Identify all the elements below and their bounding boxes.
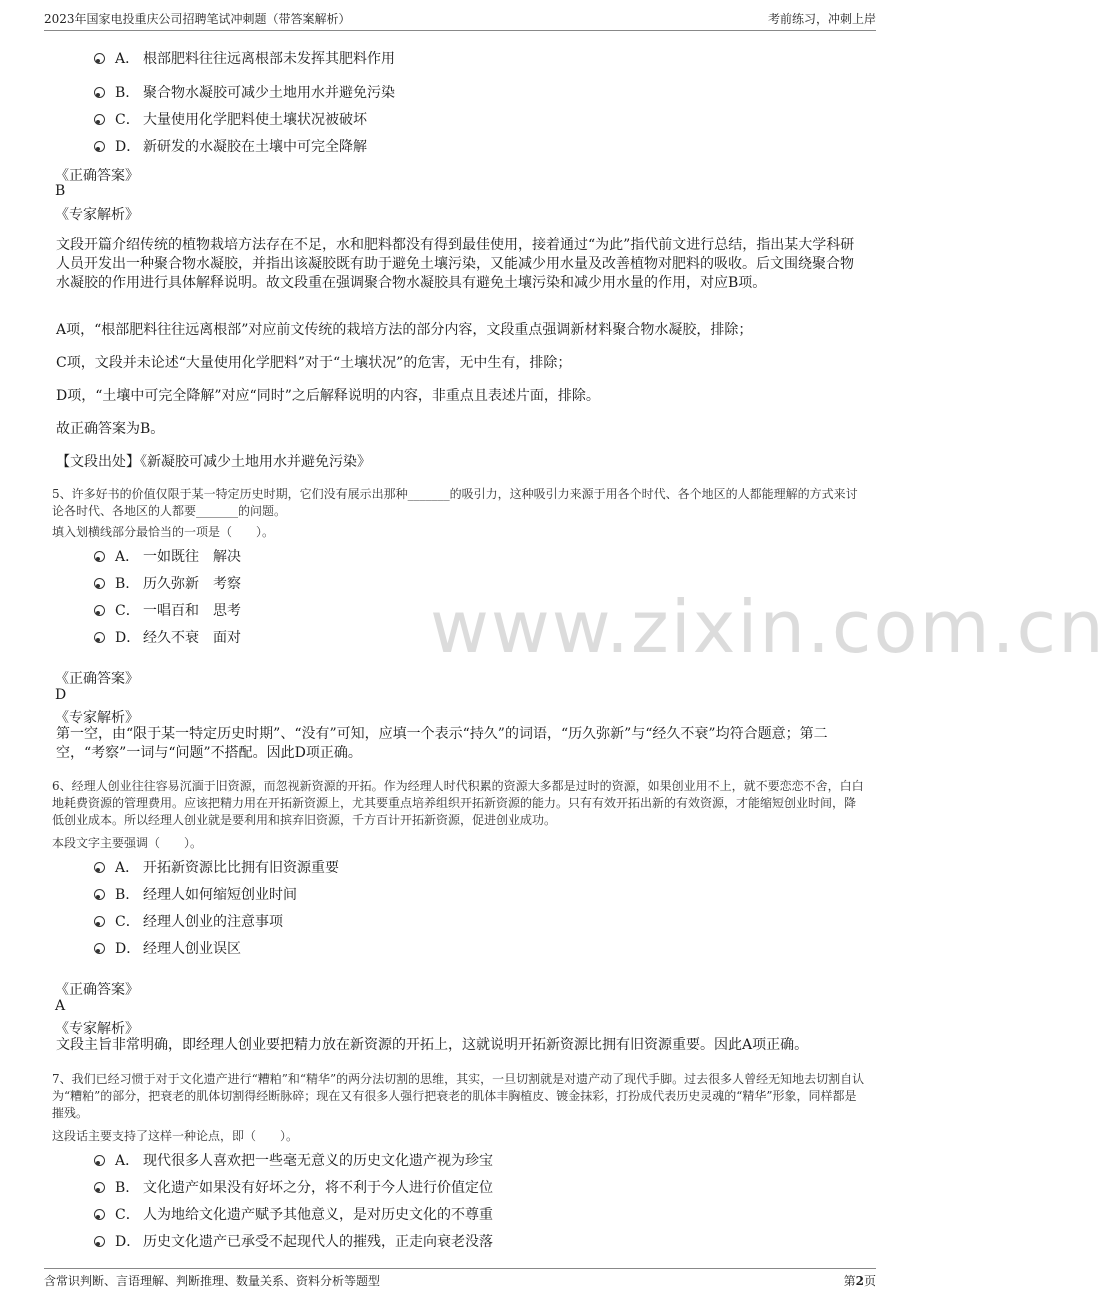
question-stem: 5、许多好书的价值仅限于某一特定历史时期，它们没有展示出那种_______的吸引力，这种吸引力来源于用各个时代、各个地区的人都能理解的方式来讨论各时代、各地区的人都要_______的问题。 xyxy=(52,487,858,518)
radio-icon xyxy=(94,916,105,927)
radio-icon xyxy=(94,605,105,616)
analysis-paragraph: 故正确答案为B。 xyxy=(56,421,165,437)
analysis-paragraph: A项，“根部肥料往往远离根部”对应前文传统的栽培方法的部分内容，文段重点强调新材料聚合物水凝胶，排除； xyxy=(56,322,753,338)
option-c[interactable]: C． 经理人创业的注意事项 xyxy=(94,911,283,931)
analysis-label: 《专家解析》 xyxy=(55,207,139,223)
radio-icon xyxy=(94,1155,105,1166)
option-a[interactable]: A． 现代很多人喜欢把一些毫无意义的历史文化遗产视为珍宝 xyxy=(94,1150,493,1170)
option-b[interactable]: B. 聚合物水凝胶可减少土地用水并避免污染 xyxy=(94,82,395,102)
footer-subjects: 含常识判断、言语理解、判断推理、数量关系、资料分析等题型 xyxy=(44,1274,381,1288)
watermark: www.zixin.com.cn xyxy=(430,585,1106,669)
radio-icon xyxy=(94,632,105,643)
radio-icon xyxy=(94,1236,105,1247)
question-prompt: 填入划横线部分最恰当的一项是（ ）。 xyxy=(52,525,275,539)
option-d[interactable]: D． 历史文化遗产已承受不起现代人的摧残，正走向衰老没落 xyxy=(94,1231,493,1251)
option-d[interactable]: D． 经久不衰 面对 xyxy=(94,627,241,647)
option-a[interactable]: A． 一如既往 解决 xyxy=(94,546,241,566)
option-b[interactable]: B. 文化遗产如果没有好坏之分，将不利于今人进行价值定位 xyxy=(94,1177,493,1197)
radio-icon xyxy=(94,87,105,98)
header-slogan: 考前练习，冲刺上岸 xyxy=(767,12,876,26)
analysis-label: 《专家解析》 xyxy=(55,710,139,726)
source-note: 【文段出处】《新凝胶可减少土地用水并避免污染》 xyxy=(56,454,371,470)
answer-value: A xyxy=(55,998,66,1014)
answer-label: 《正确答案》 xyxy=(55,982,139,998)
question-stem: 7、我们已经习惯于对于文化遗产进行“糟粕”和“精华”的两分法切割的思维，其实，一旦切割就是对遗产动了现代手脚。过去很多人曾经无知地去切割自认为“糟粕”的部分，把衰老的肌体切割得经断脉碎；现在又有很多人强行把衰老的肌体丰胸植皮、镀金抹彩，打扮成代表历史灵魂的“精华”形象，同样都是摧残。 xyxy=(52,1072,865,1120)
radio-icon xyxy=(94,141,105,152)
question-prompt: 本段文字主要强调（ ）。 xyxy=(52,836,203,850)
option-b[interactable]: B. 历久弥新 考察 xyxy=(94,573,241,593)
radio-icon xyxy=(94,1209,105,1220)
option-a[interactable]: A． 开拓新资源比比拥有旧资源重要 xyxy=(94,857,339,877)
analysis-paragraph: D项，“土壤中可完全降解”对应“同时”之后解释说明的内容，非重点且表述片面，排除。 xyxy=(56,388,600,404)
option-c[interactable]: C． 一唱百和 思考 xyxy=(94,600,241,620)
answer-label: 《正确答案》 xyxy=(55,168,139,184)
answer-value: D xyxy=(55,687,67,703)
header-rule xyxy=(44,30,876,31)
option-d[interactable]: D． 新研发的水凝胶在土壤中可完全降解 xyxy=(94,136,367,156)
option-c[interactable]: C． 人为地给文化遗产赋予其他意义，是对历史文化的不尊重 xyxy=(94,1204,493,1224)
analysis-paragraph: 文段主旨非常明确，即经理人创业要把精力放在新资源的开拓上，这就说明开拓新资源比拥有旧资源重要。因此A项正确。 xyxy=(56,1037,809,1053)
page-number: 第2页 xyxy=(843,1274,876,1288)
answer-label: 《正确答案》 xyxy=(55,671,139,687)
option-b[interactable]: B. 经理人如何缩短创业时间 xyxy=(94,884,297,904)
option-a[interactable]: A． 根部肥料往往远离根部未发挥其肥料作用 xyxy=(94,48,395,68)
question-prompt: 这段话主要支持了这样一种论点，即（ ）。 xyxy=(52,1129,299,1143)
radio-icon xyxy=(94,889,105,900)
footer-rule xyxy=(44,1268,876,1269)
radio-icon xyxy=(94,551,105,562)
radio-icon xyxy=(94,578,105,589)
radio-icon xyxy=(94,943,105,954)
analysis-paragraph: 第一空，由“限于某一特定历史时期”、“没有”可知，应填一个表示“持久”的词语，“历久弥新”与“经久不衰”均符合题意；第二空，“考察”一词与“问题”不搭配。因此D项正确。 xyxy=(56,726,828,761)
answer-value: B xyxy=(55,183,66,199)
analysis-paragraph: C项，文段并未论述“大量使用化学肥料”对于“土壤状况”的危害，无中生有，排除； xyxy=(56,355,572,371)
analysis-label: 《专家解析》 xyxy=(55,1021,139,1037)
analysis-paragraph: 文段开篇介绍传统的植物栽培方法存在不足，水和肥料都没有得到最佳使用，接着通过“为此”指代前文进行总结，指出某大学科研人员开发出一种聚合物水凝胶，并指出该凝胶既有助于避免土壤污染，又能减少用水量及改善植物对肥料的吸收。后文围绕聚合物水凝胶的作用进行具体解释说明。故文段重在强调聚合物水凝胶具有避免土壤污染和减少用水量的作用，对应B项。 xyxy=(56,237,855,291)
radio-icon xyxy=(94,1182,105,1193)
option-c[interactable]: C． 大量使用化学肥料使土壤状况被破坏 xyxy=(94,109,367,129)
radio-icon xyxy=(94,114,105,125)
question-stem: 6、经理人创业往往容易沉湎于旧资源，而忽视新资源的开拓。作为经理人时代积累的资源大多都是过时的资源，如果创业用不上，就不要恋恋不舍，白白地耗费资源的管理费用。应该把精力用在开拓新资源上，尤其要重点培养组织开拓新资源的能力。只有有效开拓出新的有效资源，才能缩短创业时间，降低创业成本。所以经理人创业就是要利用和摈弃旧资源，千方百计开拓新资源，促进创业成功。 xyxy=(52,779,864,827)
radio-icon xyxy=(94,53,105,64)
document-title: 2023年国家电投重庆公司招聘笔试冲刺题（带答案解析） xyxy=(44,12,351,26)
option-d[interactable]: D． 经理人创业误区 xyxy=(94,938,241,958)
radio-icon xyxy=(94,862,105,873)
